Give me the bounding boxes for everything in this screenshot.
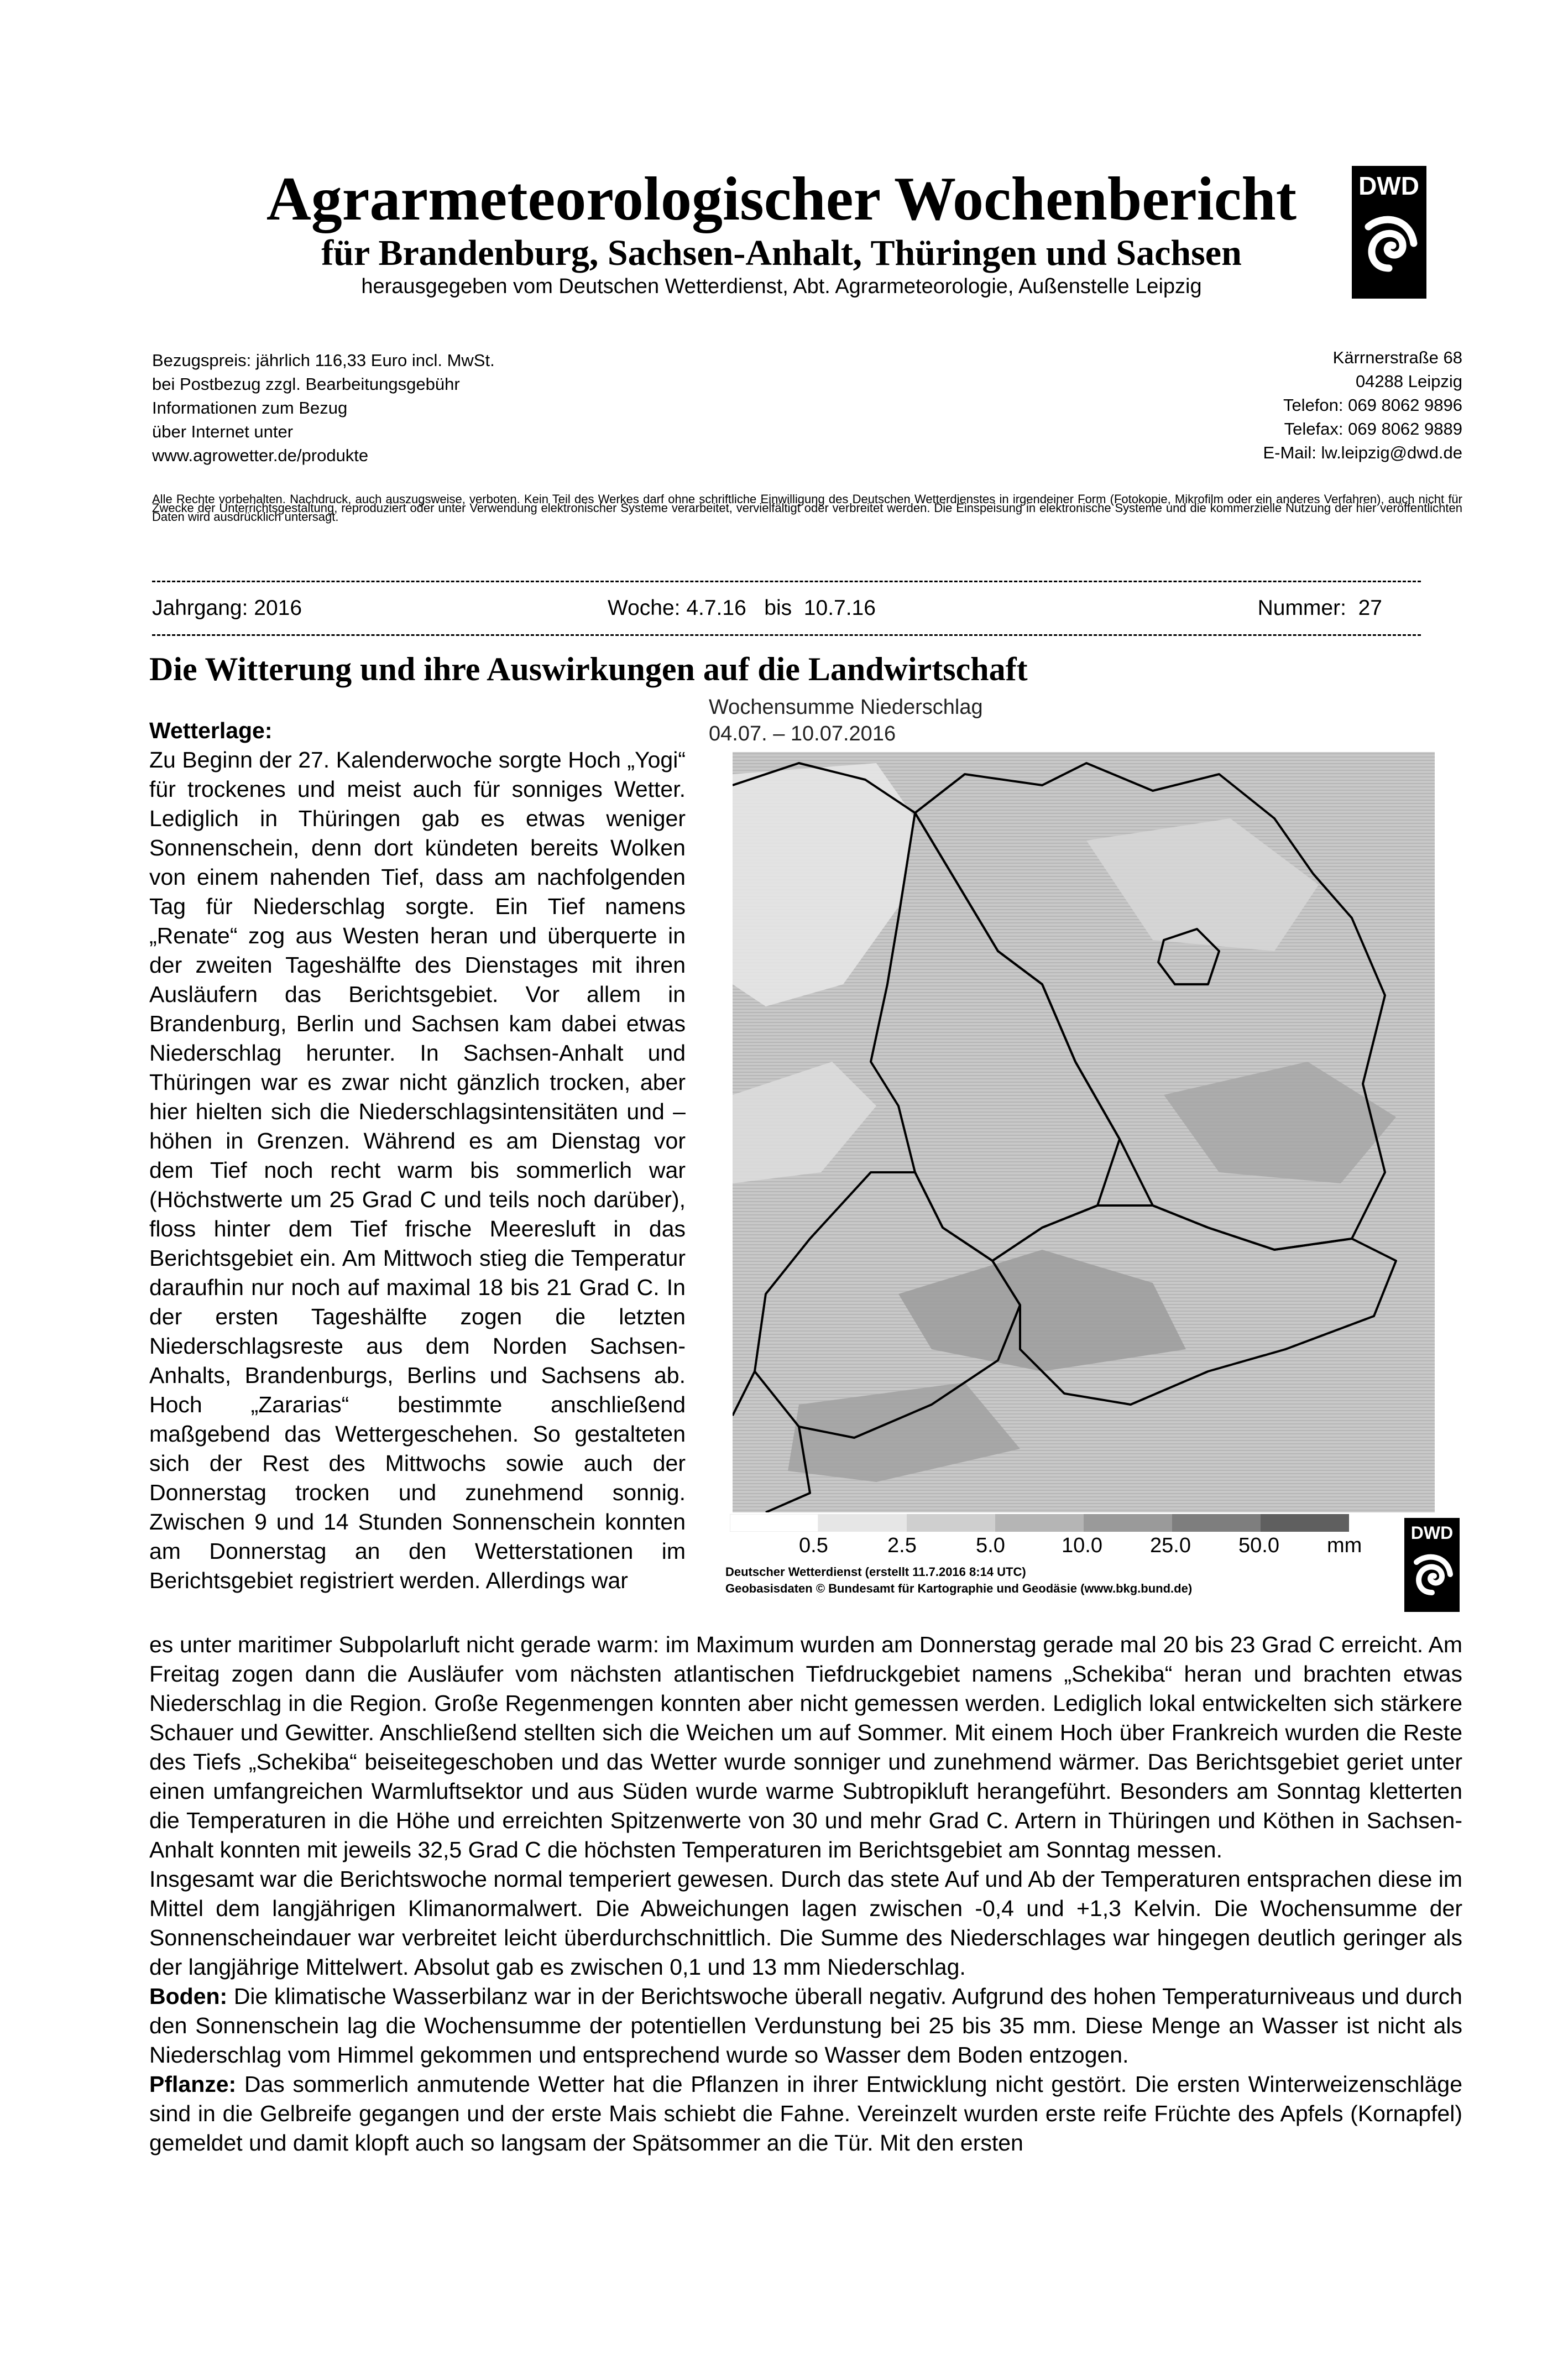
map-title-line1: Wochensumme Niederschlag xyxy=(709,696,983,719)
dwd-logo xyxy=(1352,166,1426,299)
map-title xyxy=(709,694,983,747)
precipitation-map xyxy=(733,752,1435,1512)
divider-bottom xyxy=(152,634,1421,636)
legend-label-5: 25.0 xyxy=(1150,1534,1191,1557)
divider-top xyxy=(152,581,1421,582)
report-body xyxy=(149,1630,1462,2158)
legend-swatch-2 xyxy=(818,1514,907,1532)
website-link[interactable]: www.agrowetter.de/produkte xyxy=(152,446,369,465)
page-subtitle: für Brandenburg, Sachsen-Anhalt, Thüringen und Sachsen xyxy=(321,233,1242,273)
legend-label-4: 10.0 xyxy=(1062,1534,1102,1557)
legend-swatch-5 xyxy=(1084,1514,1172,1532)
precip-legend xyxy=(730,1514,1349,1532)
dwd-logo-text: DWD xyxy=(1358,171,1419,200)
internet-line: über Internet unter xyxy=(152,422,294,441)
contact-right xyxy=(1050,346,1462,464)
weather-text: Zu Beginn der 27. Kalenderwoche sorgte Hoch „Yogi“ für trockenes und meist auch für sonniges Wetter. Lediglich in Thüringen gab es etwas weniger Sonnenschein, denn dort kündeten bereits Wolken von einem nahenden Tief, dass am nachfolgenden Tag für Niederschlag sorgte. Ein Tief namens „Renate“ zog aus Westen heran und überquerte in der zweiten Tageshälfte des Dienstages mit ihren Ausläufern das Berichtsgebiet. Vor allem in Brandenburg, Berlin und Sachsen kam dabei etwas Niederschlag herunter. In Sachsen-Anhalt und Thüringen war es zwar nicht gänzlich trocken, aber hier hielten sich die Niederschlagsintensitäten und –höhen in Grenzen. Während es am Dienstag vor dem Tief noch recht warm bis sommerlich war (Höchstwerte um 25 Grad C und teils noch darüber), floss hinter dem Tief frische Meeresluft in das Berichtsgebiet ein. Am Mittwoch stieg die Temperatur daraufhin nur noch auf maximal 18 bis 21 Grad C. In der ersten Tageshälfte zogen die letzten Niederschlagsreste aus dem Norden Sachsen-Anhalts, Brandenburgs, Berlins und Sachsens ab. Hoch „Zararias“ bestimmte anschließend maßgebend das Wettergeschehen. So gestalteten sich der Rest des Mittwochs sowie auch der Donnerstag trocken und zunehmend sonnig. Zwischen 9 und 14 Stunden Sonnenschein konnten am Donnerstag an den Wetterstationen im Berichtsgebiet registriert werden. Allerdings war xyxy=(149,747,686,1593)
legend-label-1: 0.5 xyxy=(799,1534,828,1557)
email-link[interactable]: E-Mail: lw.leipzig@dwd.de xyxy=(1263,443,1462,462)
weather-summary: Insgesamt war die Berichtswoche normal temperiert gewesen. Durch das stete Auf und Ab der Temperaturen entsprachen diese im Mittel dem langjährigen Klimanormalwert. Die Abweichungen lagen zwischen -0,4 und +1,3 Kelvin. Die Wochensumme der Sonnenscheindauer war verbreitet leicht überdurchschnittlich. Die Summe des Niederschlages war hingegen deutlich geringer als der langjährige Mittelwert. Absolut gab es zwischen 0,1 und 13 mm Niederschlag. xyxy=(149,1866,1462,1980)
legend-label-2: 2.5 xyxy=(887,1534,917,1557)
weather-text-continued: es unter maritimer Subpolarluft nicht gerade warm: im Maximum wurden am Donnerstag gerade mal 20 bis 23 Grad C erreicht. Am Freitag zogen dann die Ausläufer vom nächsten atlantischen Tiefdruckgebiet namens „Schekiba“ heran und brachten etwas Niederschlag in die Region. Große Regenmengen konnten aber nicht gemessen werden. Lediglich lokal entwickelten sich stärkere Schauer und Gewitter. Anschließend stellten sich die Weichen um auf Sommer. Mit einem Hoch über Frankreich wurden die Reste des Tiefs „Schekiba“ beiseitegeschoben und das Wetter wurde sonniger und zunehmend wärmer. Das Berichtsgebiet geriet unter einen umfangreichen Warmluftsektor und aus Süden wurde warme Subtropikluft herangeführt. Besonders am Sonntag kletterten die Temperaturen in die Höhe und erreichten Spitzenwerte von 30 und mehr Grad C. Artern in Thüringen und Köthen in Sachsen-Anhalt konnten mit jeweils 32,5 Grad C die höchsten Temperaturen im Berichtsgebiet am Sonntag messen. xyxy=(149,1632,1462,1862)
postage-line: bei Postbezug zzgl. Bearbeitungsgebühr xyxy=(152,374,460,394)
map-credit: Deutscher Wetterdienst (erstellt 11.7.2016 8:14 UTC) xyxy=(725,1565,1026,1579)
plant-text: Das sommerlich anmutende Wetter hat die Pflanzen in ihrer Entwicklung nicht gestört. Die ersten Winterweizenschläge sind in die Gelbreife gegangen und der erste Mais schiebt die Fahne. Vereinzelt wurden erste reife Früchte des Apfels (Kornapfel) gemeldet und damit klopft auch so langsam der Spätsommer an die Tür. Mit den ersten xyxy=(149,2071,1462,2155)
soil-label: Boden: xyxy=(149,1984,228,2009)
info-line: Informationen zum Bezug xyxy=(152,398,348,417)
weather-column xyxy=(149,716,686,1595)
weather-label: Wetterlage: xyxy=(149,718,273,743)
page-title: Agrarmeteorologischer Wochenbericht xyxy=(266,165,1297,233)
issue-number: Nummer: 27 xyxy=(1257,596,1382,620)
legend-swatch-4 xyxy=(995,1514,1084,1532)
plant-paragraph xyxy=(149,2070,1462,2158)
contact-left xyxy=(152,348,760,467)
dwd-logo-small xyxy=(1404,1518,1460,1612)
legend-label-3: 5.0 xyxy=(976,1534,1005,1557)
map-geodata-credit: Geobasisdaten © Bundesamt für Kartographie und Geodäsie (www.bkg.bund.de) xyxy=(725,1582,1193,1595)
legend-swatch-3 xyxy=(907,1514,995,1532)
legend-swatch-7 xyxy=(1261,1514,1349,1532)
legend-swatch-1 xyxy=(730,1514,818,1532)
legend-unit: mm xyxy=(1327,1534,1362,1557)
issue-week: Woche: 4.7.16 bis 10.7.16 xyxy=(608,596,876,620)
issue-bar xyxy=(152,593,1421,626)
section-title: Die Witterung und ihre Auswirkungen auf die Landwirtschaft xyxy=(149,651,1028,687)
dwd-logo-small-text: DWD xyxy=(1410,1523,1454,1543)
legend-labels xyxy=(730,1532,1399,1559)
soil-paragraph xyxy=(149,1982,1462,2070)
city-line: 04288 Leipzig xyxy=(1355,372,1462,391)
fax-line: Telefax: 069 8062 9889 xyxy=(1284,419,1462,439)
legend-label-6: 50.0 xyxy=(1238,1534,1279,1557)
street-line: Kärrnerstraße 68 xyxy=(1332,348,1462,367)
phone-line: Telefon: 069 8062 9896 xyxy=(1283,395,1462,415)
map-title-line2: 04.07. – 10.07.2016 xyxy=(709,722,896,745)
publisher-line: herausgegeben vom Deutschen Wetterdienst, Abt. Agrarmeteorologie, Außenstelle Leipzig xyxy=(361,275,1202,298)
plant-label: Pflanze: xyxy=(149,2071,237,2097)
price-line: Bezugspreis: jährlich 116,33 Euro incl. MwSt. xyxy=(152,351,495,370)
legend-swatch-6 xyxy=(1172,1514,1261,1532)
rights-notice: Alle Rechte vorbehalten. Nachdruck, auch auszugsweise, verboten. Kein Teil des Werkes darf ohne schriftliche Einwilligung des Deutschen Wetterdienstes in irgendeiner Form (Fotokopie, Mikrofilm oder ein anderes Verfahren), auch nicht für Zwecke der Unterrichtsgestaltung, reproduziert oder unter Verwendung elektronischer Systeme verarbeitet, vervielfältigt oder verbreitet werden. Die Einspeisung in elektronische Systeme und die kommerzielle Nutzung der hier veröffentlichten Daten wird ausdrücklich untersagt. xyxy=(152,492,1462,524)
soil-text: Die klimatische Wasserbilanz war in der Berichtswoche überall negativ. Aufgrund des hohen Temperaturniveaus und durch den Sonnenschein lag die Wochensumme der potentiellen Verdunstung bei 25 bis 35 mm. Diese Menge an Wasser ist nicht als Niederschlag vom Himmel gekommen und entsprechend wurde so Wasser dem Boden entzogen. xyxy=(149,1984,1462,2068)
issue-year: Jahrgang: 2016 xyxy=(152,596,302,620)
